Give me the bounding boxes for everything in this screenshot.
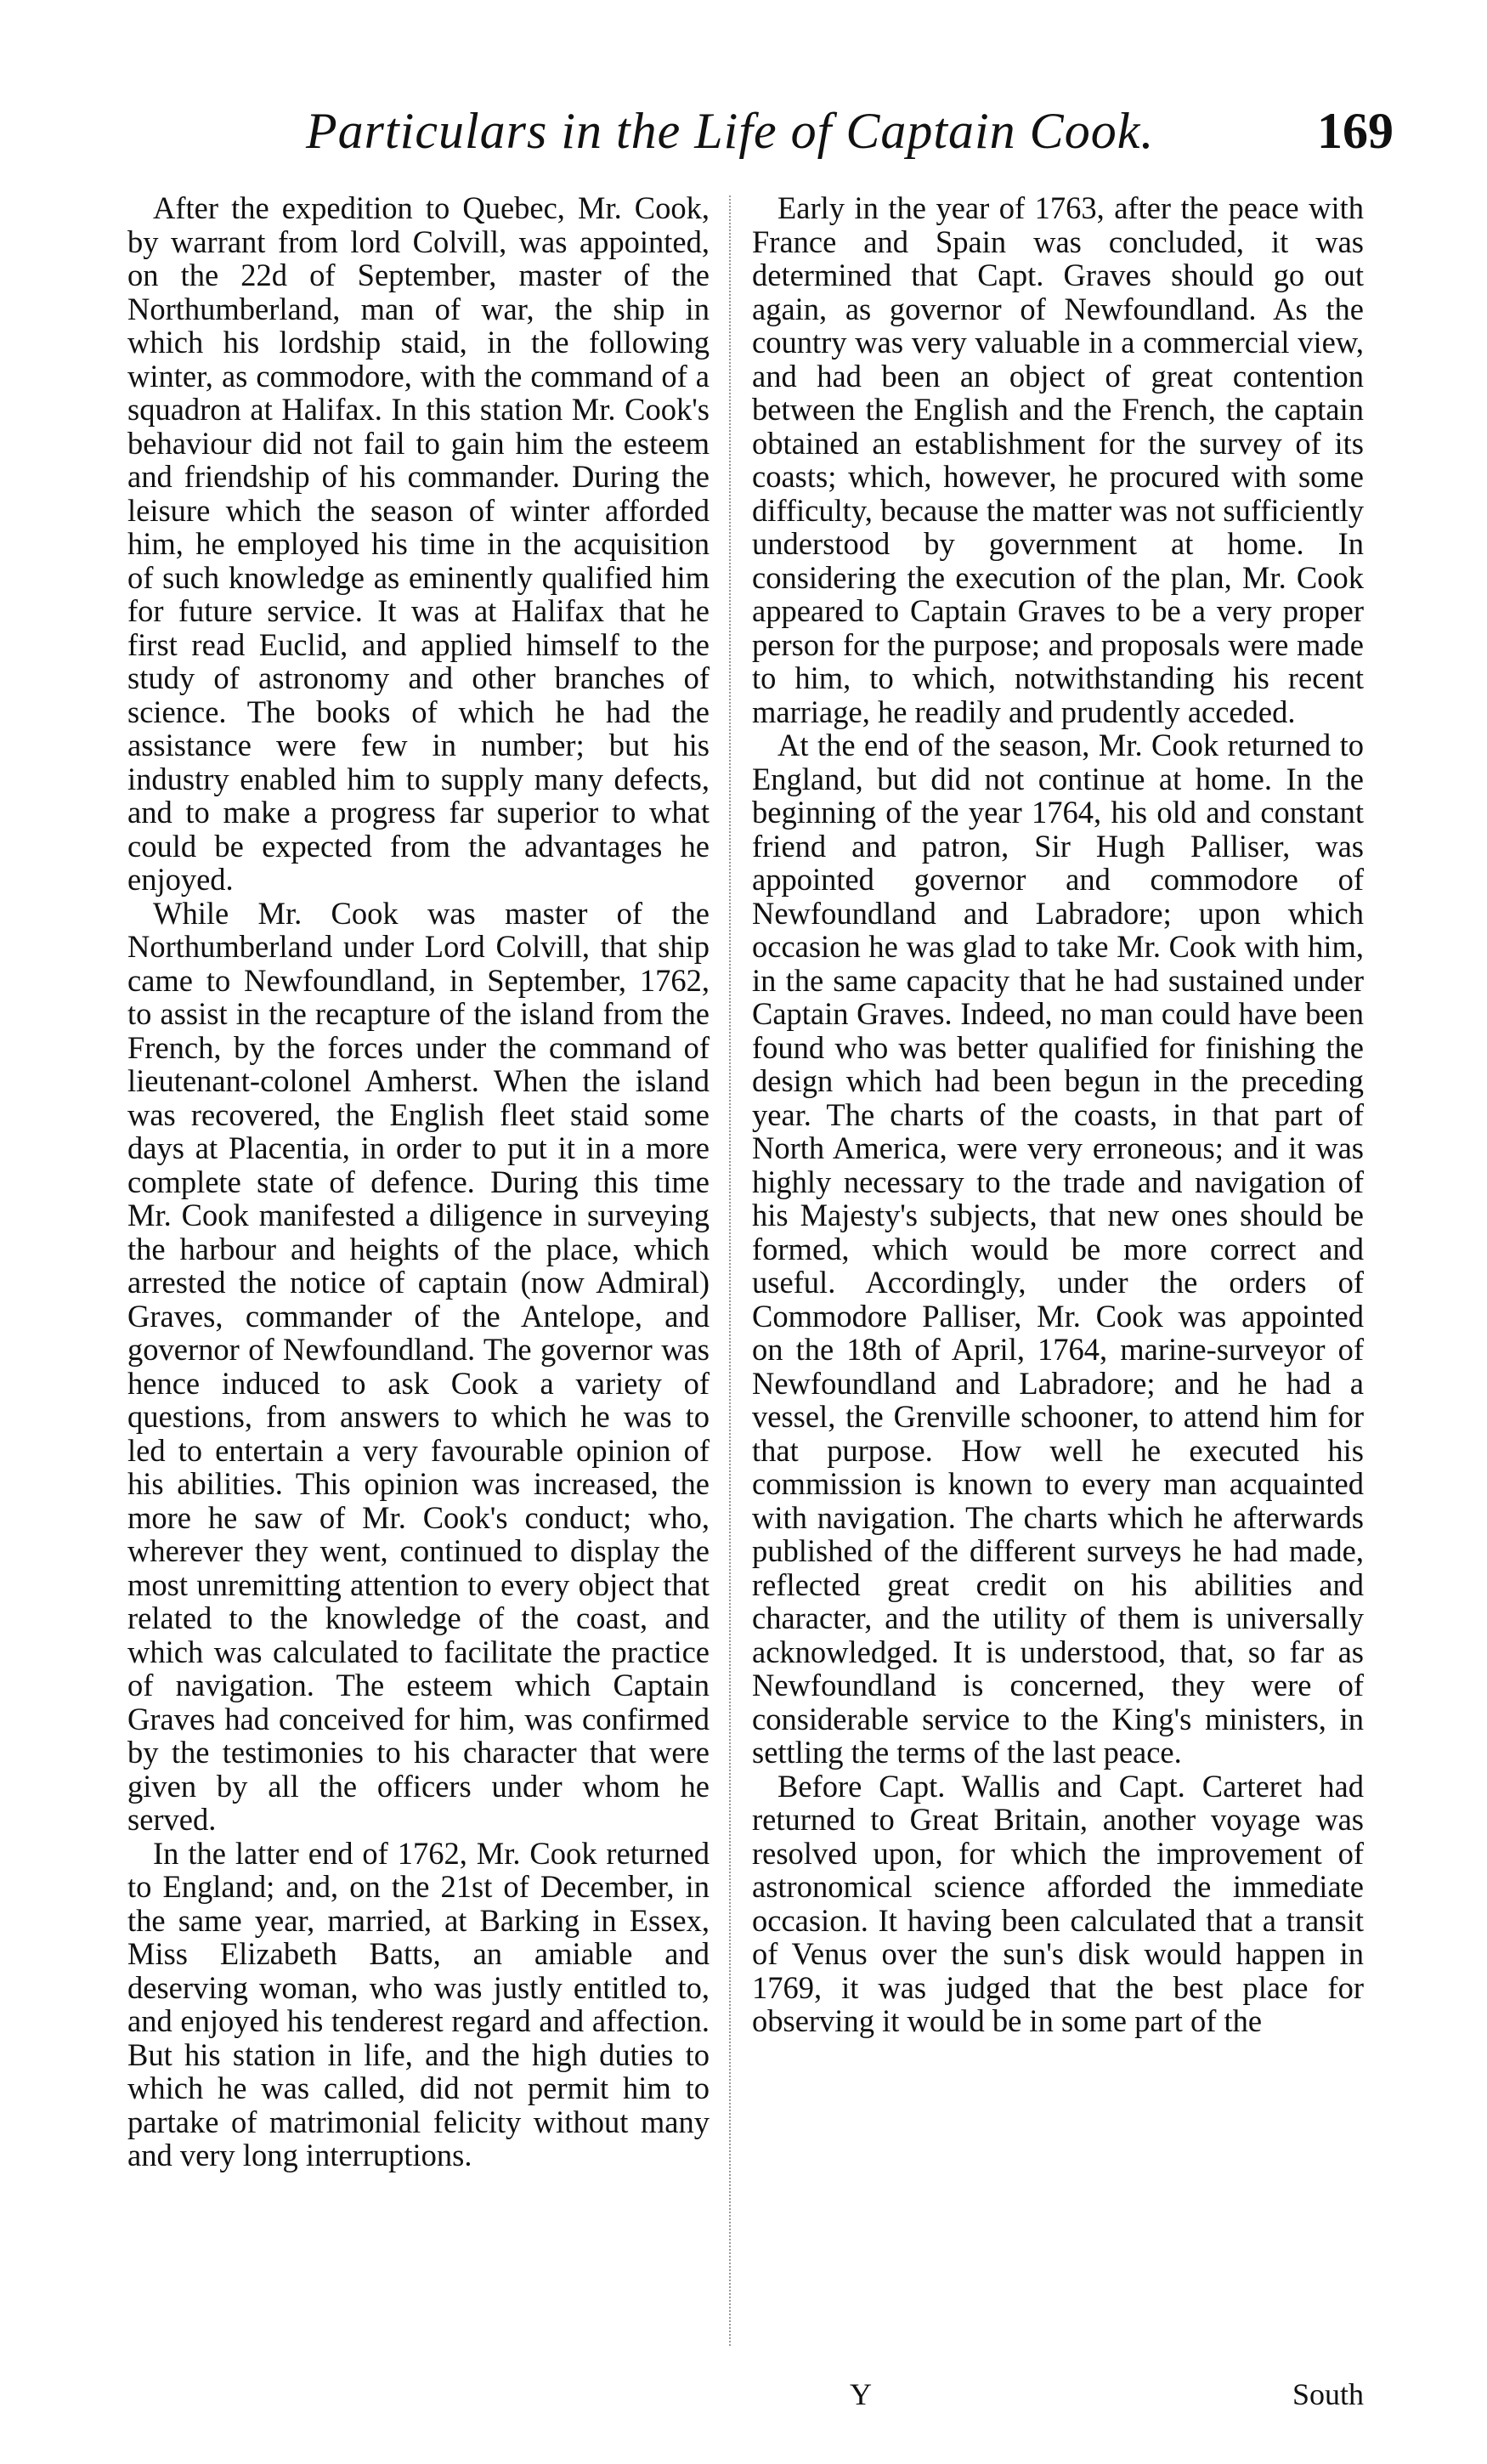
paragraph: Before Capt. Wallis and Capt. Carteret had returned to Great Britain, another voyage was resolved upon, for which the improvement of astronomical science afforded the immediate occasion. It having been calculated that a transit of Venus over the sun's disk would happen in 1769, it was judged that the best place for observing it would be in some part of the [752,1768,1364,2038]
column-gutter [729,195,732,2346]
signature-mark: Y [850,2377,872,2411]
running-title: Particulars in the Life of Captain Cook. [306,103,1155,159]
page-number: 169 [1317,103,1394,159]
left-column [127,191,710,2367]
catchline [752,2376,1364,2414]
paragraph: Early in the year of 1763, after the peace with France and Spain was concluded, it was determined that Capt. Graves should go out again, as governor of Newfoundland. As the country was very valuable in a commercial view, and had been an object of great contention between the English and the French, the captain obtained an establishment for the survey of its coasts; which, however, he procured with some difficulty, because the matter was not sufficiently understood by government at home. In considering the execution of the plan, Mr. Cook appeared to Captain Graves to be a very proper person for the purpose; and proposals were made to him, to which, notwithstanding his recent marriage, he readily and prudently acceded. [752,191,1364,729]
paragraph: In the latter end of 1762, Mr. Cook returned to England; and, on the 21st of December, in the same year, married, at Barking in Essex, Miss Elizabeth Batts, an amiable and deserving woman, who was justly entitled to, and enjoyed his tenderest regard and affection. But his station in life, and the high duties to which he was called, did not permit him to partake of matrimonial felicity without many and very long interruptions. [127,1835,710,2172]
paragraph: While Mr. Cook was master of the Northumberland under Lord Colvill, that ship came to Newfoundland, in September, 1762, to assist in the recapture of the island from the French, by the forces under the command of lieutenant-colonel Amherst. When the island was recovered, the English fleet staid some days at Placentia, in order to put it in a more complete state of defence. During this time Mr. Cook manifested a diligence in surveying the harbour and heights of the place, which arrested the notice of captain (now Admiral) Graves, commander of the Antelope, and governor of Newfoundland. The governor was hence induced to ask Cook a variety of questions, from answers to which he was to led to entertain a very favourable opinion of his abilities. This opinion was increased, the more he saw of Mr. Cook's conduct; who, wherever they went, continued to display the most unremitting attention to every object that related to the knowledge of the coast, and which was calculated to facilitate the practice of navigation. The esteem which Captain Graves had conceived for him, was confirmed by the testimonies to his character that were given by all the officers under whom he served. [127,895,710,1837]
paragraph: After the expedition to Quebec, Mr. Cook, by warrant from lord Colvill, was appointed, on the 22d of September, master of the Northumberland, man of war, the ship in which his lordship staid, in the following winter, as commodore, with the command of a squadron at Halifax. In this station Mr. Cook's behaviour did not fail to gain him the esteem and friendship of his commander. During the leisure which the season of winter afforded him, he employed his time in the acquisition of such knowledge as eminently qualified him for future service. It was at Halifax that he first read Euclid, and applied himself to the study of astronomy and other branches of science. The books of which he had the assistance were few in number; but his industry enabled him to supply many defects, and to make a progress far superior to what could be expected from the advantages he enjoyed. [127,191,710,897]
paragraph: At the end of the season, Mr. Cook returned to England, but did not continue at home. In the beginning of the year 1764, his old and constant friend and patron, Sir Hugh Palliser, was appointed governor and commodore of Newfoundland and Labradore; upon which occasion he was glad to take Mr. Cook with him, in the same capacity that he had sustained under Captain Graves. Indeed, no man could have been found who was better qualified for finishing the design which had been begun in the preceding year. The charts of the coasts, in that part of North America, were very erroneous; and it was highly necessary to the trade and navigation of his Majesty's subjects, that new ones should be formed, which would be more correct and useful. Accordingly, under the orders of Commodore Palliser, Mr. Cook was appointed on the 18th of April, 1764, marine-surveyor of Newfoundland and Labradore; and he had a vessel, the Grenville schooner, to attend him for that purpose. How well he executed his commission is known to every man acquainted with navigation. The charts which he afterwards published of the different surveys he had made, reflected great credit on his abilities and character, and the utility of them is universally acknowledged. It is understood, that, so far as Newfoundland is concerned, they were of considerable service to the King's ministers, in settling the terms of the last peace. [752,728,1364,1770]
running-head [255,102,1394,178]
right-column [752,191,1364,2367]
catchword: South [1292,2377,1364,2411]
